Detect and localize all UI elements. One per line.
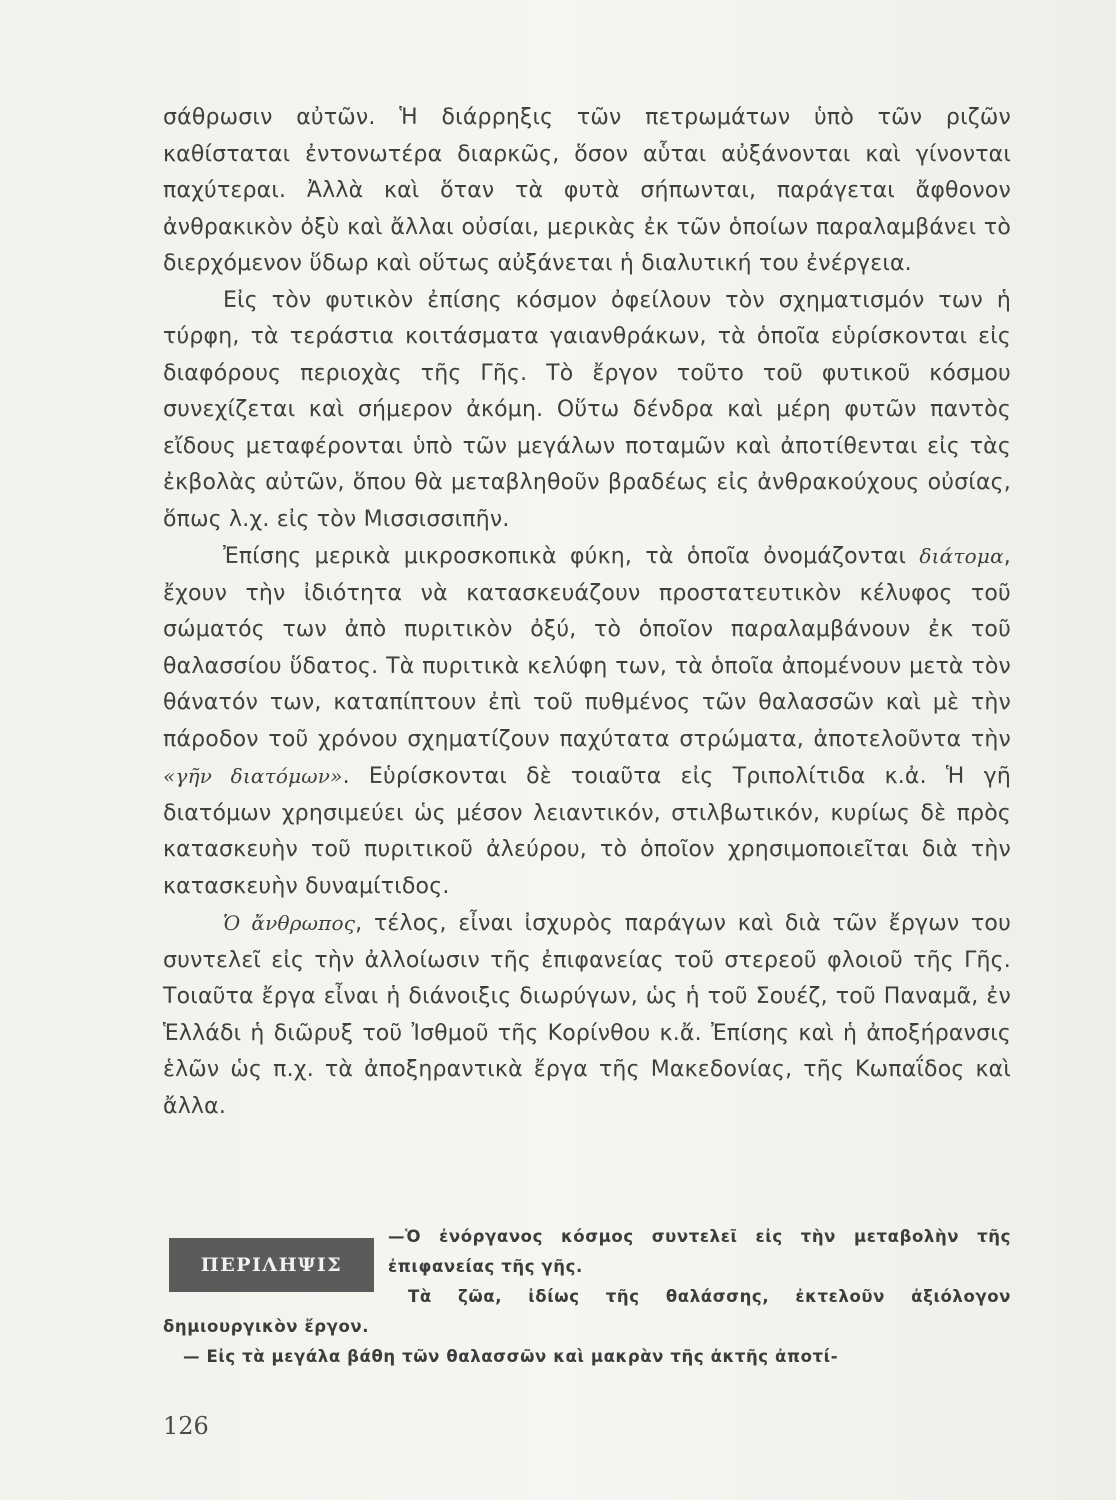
page-number: 126	[163, 1412, 209, 1440]
paragraph-1: σάθρωσιν αὐτῶν. Ἡ διάρρηξις τῶν πετρωμάτων ὑπὸ τῶν ριζῶν καθίσταται ἐντονωτέρα διαρκῶς, ὅσον αὗται αὐξάνονται καὶ γίνονται παχύτεραι. Ἀλλὰ καὶ ὅταν τὰ φυτὰ σήπωνται, παράγεται ἄφθονον ἀνθρακικὸν ὀξὺ καὶ ἄλλαι οὐσίαι, μερικὰς ἐκ τῶν ὁποίων παραλαμβάνει τὸ διερχόμενον ὕδωρ καὶ οὕτως αὐξάνεται ἡ διαλυτική του ἐνέργεια.	[163, 105, 1011, 276]
summary-badge: ΠΕΡΙΛΗΨΙΣ	[169, 1238, 374, 1292]
summary-line-1: —Ὁ ἐνόργανος κόσμος συντελεῖ εἰς τὴν μεταβολὴν τῆς ἐπιφανείας τῆς γῆς.	[388, 1227, 1011, 1276]
term-diatom-earth: «γῆν διατόμων»	[163, 764, 343, 788]
summary-line-3: — Εἰς τὰ μεγάλα βάθη τῶν θαλασσῶν καὶ μακρὰν τῆς ἀκτῆς ἀποτί-	[183, 1347, 839, 1366]
paragraph-3-start: Ἐπίσης μερικὰ μικροσκοπικὰ φύκη, τὰ ὁποῖα ὀνομάζονται	[223, 544, 920, 569]
paragraph-3	[163, 538, 1011, 905]
summary-line-2: Τὰ ζῶα, ἰδίως τῆς θαλάσσης, ἐκτελοῦν ἀξιόλογον δημιουργικὸν ἔργον.	[163, 1287, 1011, 1336]
term-diatoma: διάτομα	[919, 544, 1004, 568]
term-anthropos: Ὁ ἄνθρωπος	[223, 911, 356, 935]
paragraph-3-middle: , ἔχουν τὴν ἰδιότητα νὰ κατασκευάζουν προστατευτικὸν κέλυφος τοῦ σώματός των ἀπὸ πυριτικὸν ὀξύ, τὸ ὁποῖον παραλαμβάνουν ἐκ τοῦ θαλασσίου ὕδατος. Τὰ πυριτικὰ κελύφη των, τὰ ὁποῖα ἀπομένουν μετὰ τὸν θάνατόν των, καταπίπτουν ἐπὶ τοῦ πυθμένος τῶν θαλασσῶν καὶ μὲ τὴν πάροδον τοῦ χρόνου σχηματίζουν παχύτατα στρώματα, ἀποτελοῦντα τὴν	[163, 544, 1011, 752]
paragraph-4	[163, 905, 1011, 1125]
summary-section	[163, 1222, 1011, 1372]
paragraph-2: Εἰς τὸν φυτικὸν ἐπίσης κόσμον ὀφείλουν τὸν σχηματισμόν των ἡ τύρφη, τὰ τεράστια κοιτάσματα γαιανθράκων, τὰ ὁποῖα εὑρίσκονται εἰς διαφόρους περιοχὰς τῆς Γῆς. Τὸ ἔργον τοῦτο τοῦ φυτικοῦ κόσμου συνεχίζεται καὶ σήμερον ἀκόμη. Οὕτω δένδρα καὶ μέρη φυτῶν παντὸς εἴδους μεταφέρονται ὑπὸ τῶν μεγάλων ποταμῶν καὶ ἀποτίθενται εἰς τὰς ἐκβολὰς αὐτῶν, ὅπου θὰ μεταβληθοῦν βραδέως εἰς ἀνθρακούχους οὐσίας, ὅπως λ.χ. εἰς τὸν Μισσισσιπῆν.	[163, 287, 1011, 532]
body-text	[163, 100, 1011, 1125]
paragraph-3-end: . Εὑρίσκονται δὲ τοιαῦτα εἰς Τριπολίτιδα κ.ἀ. Ἡ γῆ διατόμων χρησιμεύει ὡς μέσον λειαντικόν, στιλβωτικόν, κυρίως δὲ πρὸς κατασκευὴν τοῦ πυριτικοῦ ἀλεύρου, τὸ ὁποῖον χρησιμοποιεῖται διὰ τὴν κατασκευὴν δυναμίτιδος.	[163, 764, 1011, 899]
paragraph-4-rest: , τέλος, εἶναι ἰσχυρὸς παράγων καὶ διὰ τῶν ἔργων του συντελεῖ εἰς τὴν ἀλλοίωσιν τῆς ἐπιφανείας τοῦ στερεοῦ φλοιοῦ τῆς Γῆς. Τοιαῦτα ἔργα εἶναι ἡ διάνοιξις διωρύγων, ὡς ἡ τοῦ Σουέζ, τοῦ Παναμᾶ, ἐν Ἑλλάδι ἡ διῶρυξ τοῦ Ἰσθμοῦ τῆς Κορίνθου κ.ἄ. Ἐπίσης καὶ ἡ ἀποξήρανσις ἑλῶν ὡς π.χ. τὰ ἀποξηραντικὰ ἔργα τῆς Μακεδονίας, τῆς Κωπαΐδος καὶ ἄλλα.	[163, 911, 1011, 1119]
